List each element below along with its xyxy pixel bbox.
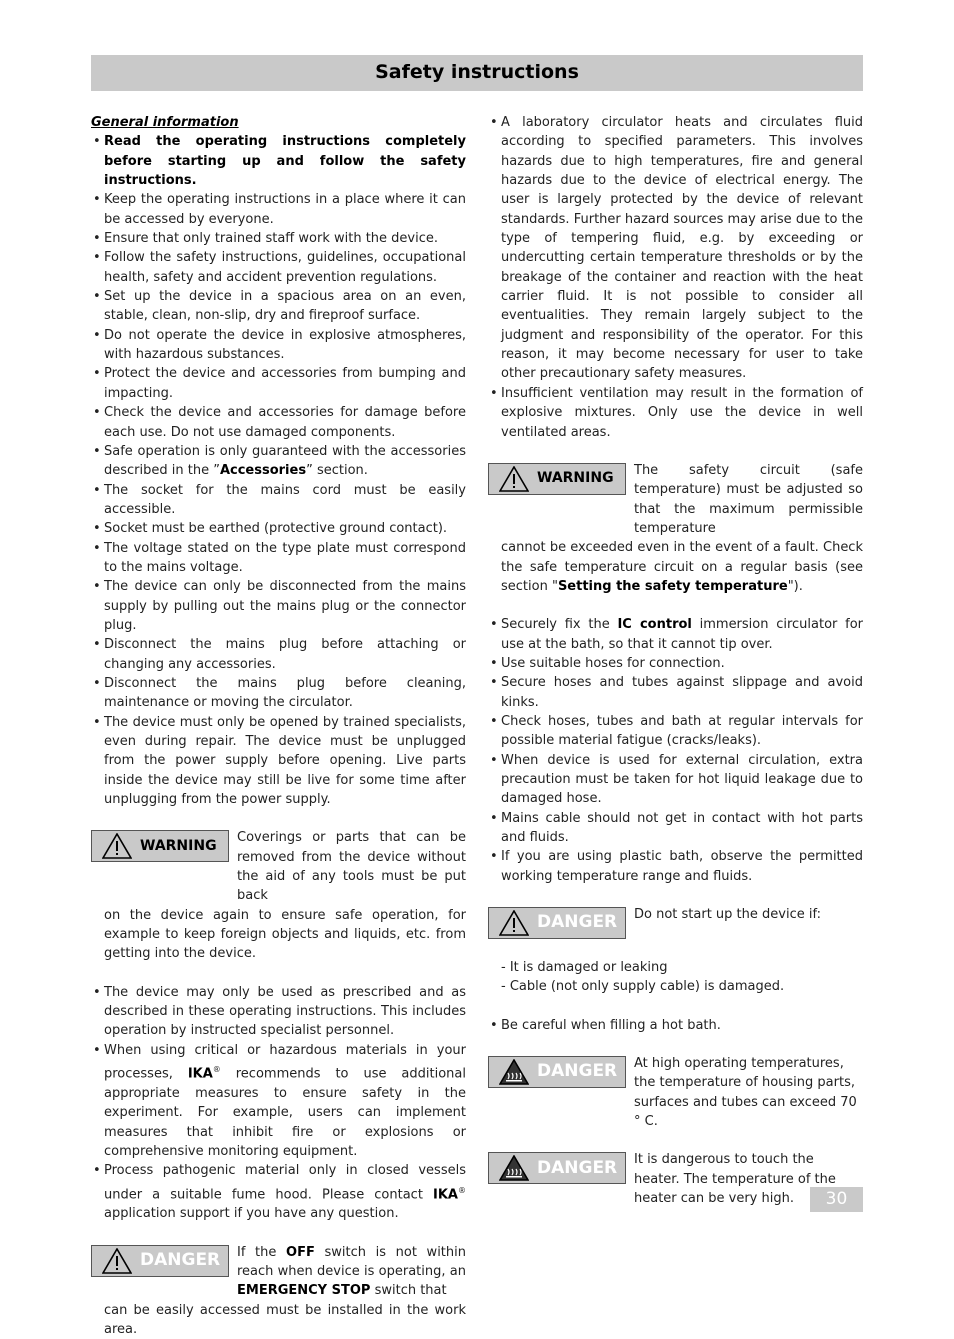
list-item: • Securely fix the IC control immersion circulator for use at the bath, so that it cannot tip over. xyxy=(490,617,864,652)
list-item: • The device can only be disconnected from the mains supply by pulling out the mains plug or the connector plug. xyxy=(93,579,466,633)
warning-triangle-icon xyxy=(102,1248,132,1274)
warning-notice xyxy=(91,828,466,905)
list-item: • Insufficient ventilation may result in the formation of explosive mixtures. Only use the device in well ventilated areas. xyxy=(490,385,863,440)
list-item: • Secure hoses and tubes against slippage and avoid kinks. xyxy=(490,675,863,710)
right-column xyxy=(488,113,863,1209)
warning-text-continued: on the device again to ensure safe operation, for example to keep foreign objects and liquids, etc. from getting into the device. xyxy=(104,907,466,962)
danger-notice xyxy=(488,1054,863,1131)
warning-notice xyxy=(488,461,863,538)
list-item: • Mains cable should not get in contact with hot parts and fluids. xyxy=(490,810,863,846)
warning-triangle-icon xyxy=(499,910,529,936)
danger-label: DANGER xyxy=(537,912,618,933)
list-item: • Be careful when filling a hot bath. xyxy=(490,1017,721,1033)
hot-surface-icon xyxy=(499,1155,529,1181)
list-item: • Disconnect the mains plug before attaching or changing any accessories. xyxy=(93,637,466,672)
section-title: General information xyxy=(91,115,239,130)
list-item: • Keep the operating instructions in a place where it can be accessed by everyone. xyxy=(93,192,466,227)
list-item: • Process pathogenic material only in closed vessels under a suitable fume hood. Please contact IKA® application support if you have any question. xyxy=(93,1163,466,1222)
danger-badge xyxy=(91,1245,229,1277)
list-item: • The voltage stated on the type plate must correspond to the mains voltage. xyxy=(93,540,466,575)
general-info-list xyxy=(91,132,466,809)
list-item: • Use suitable hoses for connection. xyxy=(490,655,725,671)
warning-text: Coverings or parts that can be removed from the device without the aid of any tools must be put back xyxy=(237,830,466,904)
danger-text: If the OFF switch is not within reach when device is operating, an EMERGENCY STOP switch that xyxy=(237,1244,466,1299)
list-item: • Do not operate the device in explosive atmospheres, with hazardous substances. xyxy=(93,327,466,363)
list-item: • Safe operation is only guaranteed with the accessories described in the ”Accessories” section. xyxy=(93,443,466,479)
list-item: • Socket must be earthed (protective ground contact). xyxy=(93,521,448,537)
warning-triangle-icon xyxy=(102,833,132,859)
list-item: • The socket for the mains cord must be easily accessible. xyxy=(93,482,466,517)
danger-notice xyxy=(488,905,863,939)
dash-item: - It is damaged or leaking xyxy=(501,960,668,976)
hot-surface-icon xyxy=(499,1059,529,1085)
list-item: • Set up the device in a spacious area on an even, stable, clean, non-slip, dry and fireproof surface. xyxy=(93,289,466,324)
danger-text: Do not start up the device if: xyxy=(634,907,821,923)
list-item: • If you are using plastic bath, observe the permitted working temperature range and fluids. xyxy=(490,849,863,884)
dash-item: - Cable (not only supply cable) is damaged. xyxy=(501,979,785,995)
list-item: • The device may only be used as prescribed and as described in these operating instructions. This includes operation by instructed specialist personnel. xyxy=(93,984,466,1039)
header-bar xyxy=(91,55,863,91)
hazard-list xyxy=(488,113,863,442)
list-item: • Check the device and accessories for damage before each use. Do not use damaged components. xyxy=(93,405,466,440)
list-item: • Check hoses, tubes and bath at regular intervals for possible material fatigue (cracks/leaks). xyxy=(490,713,863,749)
warning-label: WARNING xyxy=(537,470,614,487)
careful-list xyxy=(488,1016,863,1035)
list-item: • Disconnect the mains plug before cleaning, maintenance or moving the circulator. xyxy=(93,675,466,711)
danger-notice xyxy=(488,1150,863,1208)
page-number: 30 xyxy=(810,1187,863,1212)
page-title: Safety instructions xyxy=(375,61,579,83)
list-item: • A laboratory circulator heats and circulates fluid according to specified parameters. This involves hazards due to high temperatures, fire and general hazards due to the device of electrical energy. The user is largely protected by the device of relevant standards. Further hazard sources may arise due to the type of tempering fluid, e.g. by exceeding or undercutting certain temperature thresholds or by the breakage of the container and reaction with the heat carrier fluid. It is not possible to consider all eventualities. They remain largely subject to the judgment and responsibility of the operator. For this reason, it may become necessary for user to take other precautionary safety measures. xyxy=(490,115,863,382)
warning-badge xyxy=(488,463,626,495)
list-item: • The device must only be opened by trained specialists, even during repair. The device must be unplugged from the power supply before opening. Live parts inside the device may still be live for some time after unplugging from the power supply. xyxy=(93,714,466,808)
danger-badge xyxy=(488,1056,626,1088)
list-item: • When using critical or hazardous materials in your processes, IKA® recommends to use additional appropriate measures to ensure safety in the experiment. For example, users can implement measures that inhibit fire or explosions or comprehensive monitoring equipment. xyxy=(93,1042,466,1159)
danger-badge xyxy=(488,1152,626,1184)
warning-badge xyxy=(91,830,229,862)
list-item: • Follow the safety instructions, guidelines, occupational health, safety and accident prevention regulations. xyxy=(93,250,466,285)
list-item: • Ensure that only trained staff work with the device. xyxy=(93,231,438,247)
danger-label: DANGER xyxy=(537,1061,618,1082)
danger-label: DANGER xyxy=(140,1249,221,1270)
warning-label: WARNING xyxy=(140,837,217,854)
danger-text: At high operating temperatures, the temperature of housing parts, surfaces and tubes can exceed 70 ° C. xyxy=(634,1056,857,1130)
danger-text-continued: can be easily accessed must be installed in the work area. xyxy=(104,1302,466,1337)
danger-notice xyxy=(91,1243,466,1301)
danger-label: DANGER xyxy=(537,1157,618,1178)
danger-badge xyxy=(488,907,626,939)
warning-text: The safety circuit (safe temperature) must be adjusted so that the maximum permissible temperature xyxy=(634,462,863,536)
left-column xyxy=(91,113,466,1339)
connection-list xyxy=(488,615,863,886)
usage-list xyxy=(91,983,466,1224)
list-item: • Protect the device and accessories from bumping and impacting. xyxy=(93,366,466,401)
list-item: • Read the operating instructions completely before starting up and follow the safety instructions. xyxy=(93,134,466,189)
warning-text-continued: cannot be exceeded even in the event of a fault. Check the safe temperature circuit on a regular basis (see section "Setting the safety temperature"). xyxy=(501,540,863,594)
warning-triangle-icon xyxy=(499,466,529,492)
list-item: • When device is used for external circulation, extra precaution must be taken for hot liquid leakage due to damaged hose. xyxy=(490,752,863,807)
danger-text: It is dangerous to touch the heater. The temperature of the heater can be very high. xyxy=(634,1152,836,1207)
